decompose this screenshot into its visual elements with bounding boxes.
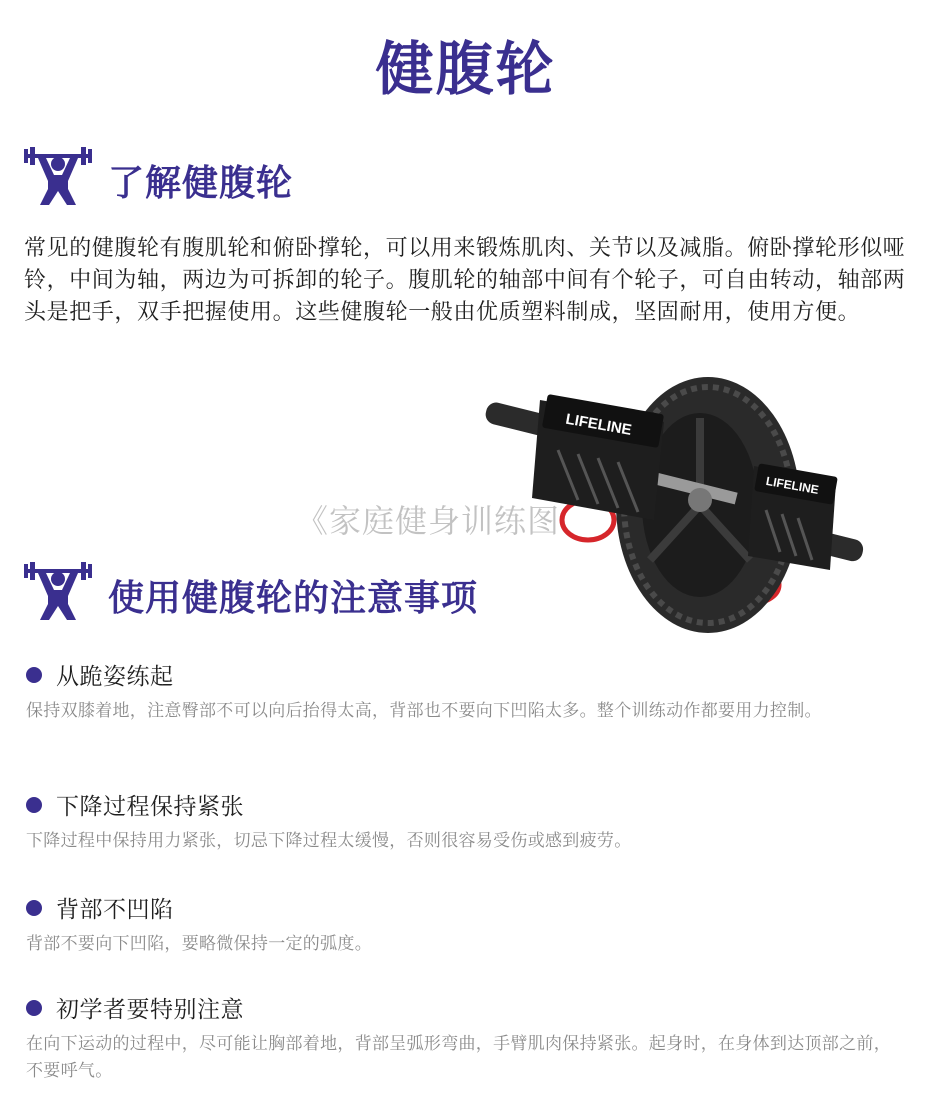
bullet-dot [26, 900, 42, 916]
brand-label-left: LIFELINE [564, 410, 633, 439]
weightlifter-icon [22, 145, 94, 209]
section-title-about: 了解健腹轮 [108, 163, 294, 204]
tip-body: 保持双膝着地，注意臀部不可以向后抬得太高，背部也不要向下凹陷太多。整个训练动作都要用力控制。 [26, 701, 822, 721]
tip-title: 从跪姿练起 [56, 664, 174, 690]
section-header-about [22, 145, 422, 215]
bullet-dot [26, 667, 42, 683]
tip-item [26, 989, 906, 1085]
tip-title: 下降过程保持紧张 [56, 794, 244, 820]
bullet-dot [26, 1000, 42, 1016]
intro-paragraph: 常见的健腹轮有腹肌轮和俯卧撑轮，可以用来锻炼肌肉、关节以及减脂。俯卧撑轮形似哑铃，中间为轴，两边为可拆卸的轮子。腹肌轮的轴部中间有个轮子，可自由转动，轴部两头是把手，双手把握使用。这些健腹轮一般由优质塑料制成，坚固耐用，使用方便。 [24, 236, 906, 325]
tip-body: 背部不要向下凹陷，要略微保持一定的弧度。 [26, 934, 372, 954]
tip-item [26, 656, 906, 725]
weightlifter-icon [22, 560, 94, 624]
watermark: 《家庭健身训练图 [296, 502, 561, 540]
tip-title: 初学者要特别注意 [56, 997, 244, 1023]
brand-label-right: LIFELINE [764, 473, 820, 497]
tip-body: 在向下运动的过程中，尽可能让胸部着地，背部呈弧形弯曲，手臂肌肉保持紧张。起身时，在身体到达顶部之前，不要呼气。 [26, 1034, 891, 1081]
tip-body: 下降过程中保持用力紧张，切忌下降过程太缓慢，否则很容易受伤或感到疲劳。 [26, 831, 632, 851]
section-header-precautions [22, 560, 582, 630]
bullet-dot [26, 797, 42, 813]
tip-item [26, 889, 906, 958]
tip-title: 背部不凹陷 [56, 897, 174, 923]
page-title: 健腹轮 [375, 35, 556, 103]
tip-item [26, 786, 906, 855]
section-title-precautions: 使用健腹轮的注意事项 [108, 578, 479, 619]
